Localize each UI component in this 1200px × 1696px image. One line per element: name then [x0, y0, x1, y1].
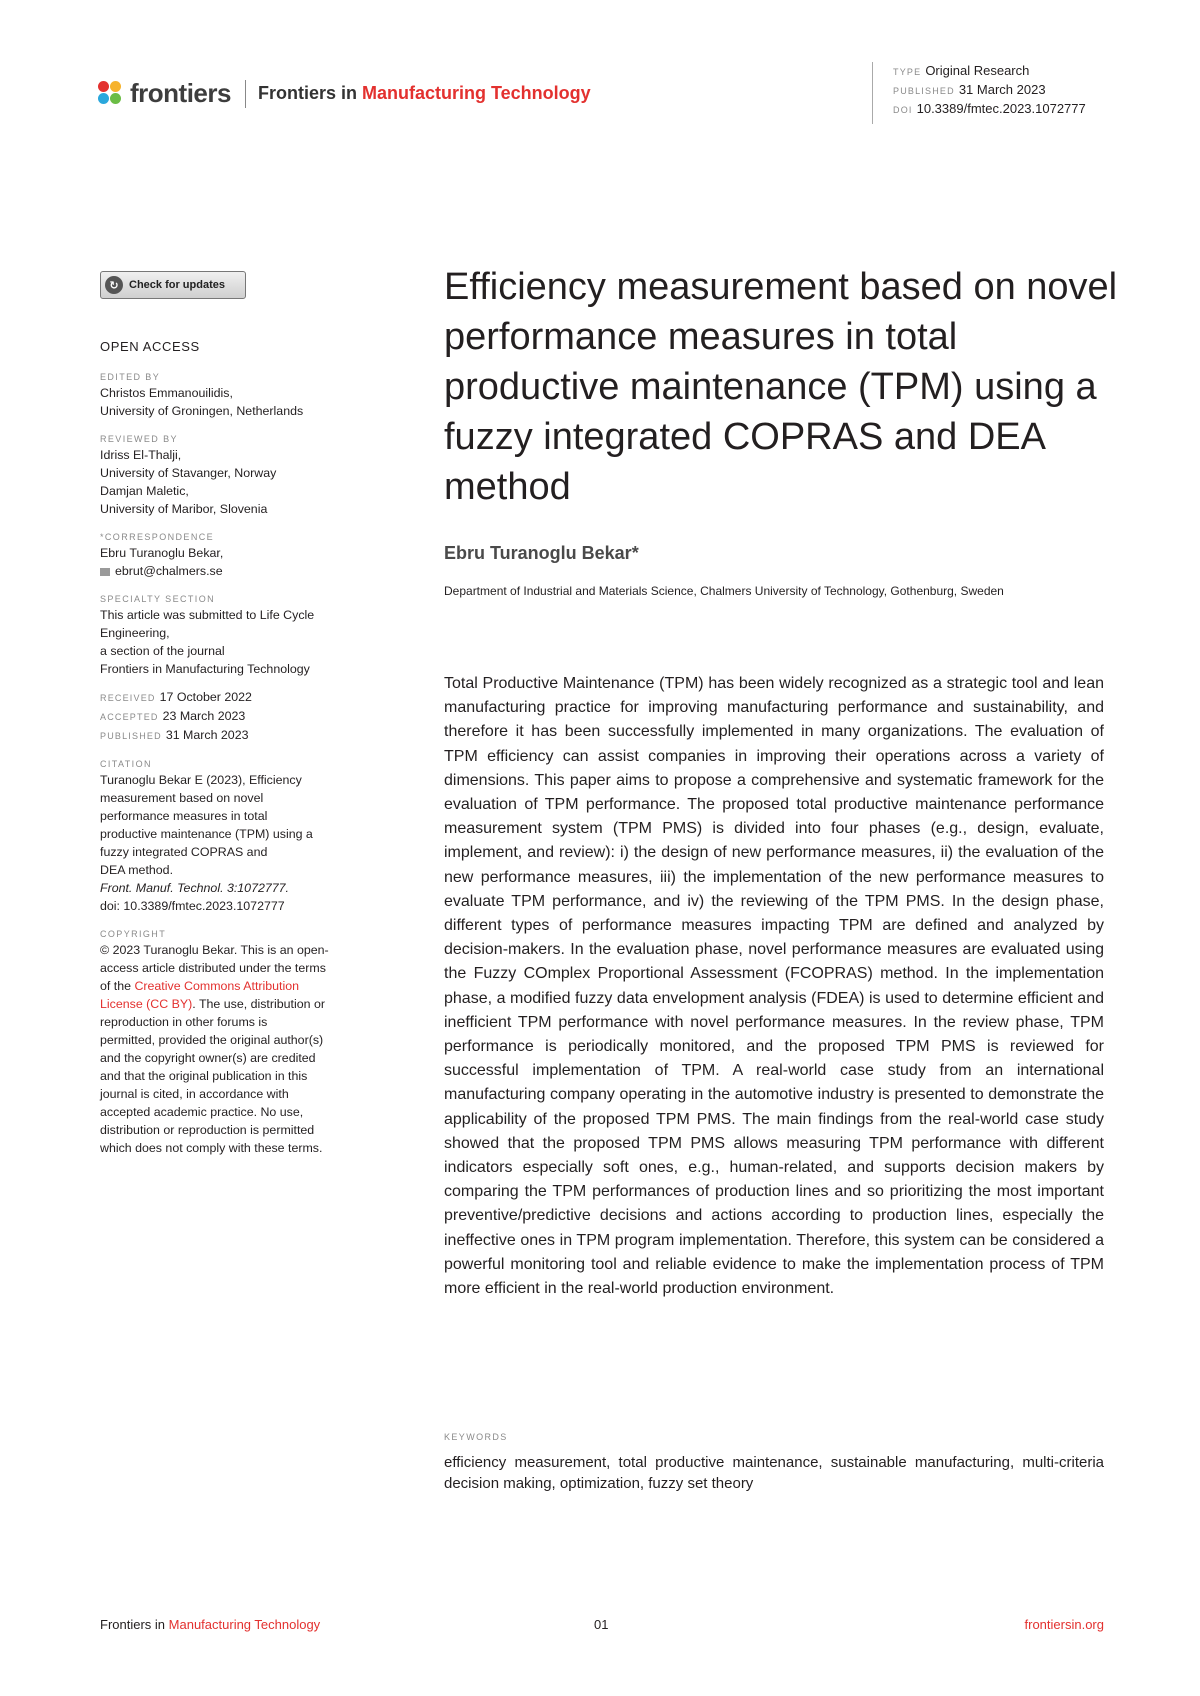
cc-by-link[interactable]: License (CC BY): [100, 997, 193, 1011]
journal-name[interactable]: [258, 83, 591, 104]
logo-separator: [245, 80, 246, 108]
edited-by-label: EDITED BY: [100, 372, 161, 382]
footer-site-link[interactable]: frontiersin.org: [1024, 1617, 1104, 1632]
frontiers-logo-icon: [98, 81, 124, 107]
sidebar: [100, 338, 370, 1157]
refresh-icon: ↻: [105, 276, 123, 294]
mail-icon: [100, 568, 110, 576]
copyright-label: COPYRIGHT: [100, 929, 167, 939]
meta-published: PUBLISHED 31 March 2023: [893, 82, 1046, 97]
article-meta: [872, 62, 1086, 124]
accepted-date: ACCEPTED 23 March 2023: [100, 709, 246, 723]
journal-prefix: Frontiers in: [257, 83, 357, 103]
article-title: Efficiency measurement based on novel performance measures in total productive maintenance (TPM) using a fuzzy integrated COPRAS and DEA method: [444, 266, 1118, 508]
frontiers-logo[interactable]: [98, 78, 591, 109]
citation: Turanoglu Bekar E (2023), Efficiency measurement based on novel performance measures in total productive maintenance (TPM) using a fuzzy integrated COPRAS and DEA method. Front. Manuf. Technol. 3:1072777. doi: 10.3389/fmtec.2023.1072777: [100, 773, 313, 913]
editor: Christos Emmanouilidis, University of Groningen, Netherlands: [100, 386, 304, 418]
reviewers: Idriss El-Thalji, University of Stavanger, Norway Damjan Maletic, University of Maribor, Slovenia: [100, 448, 277, 516]
check-updates-label: Check for updates: [129, 279, 225, 291]
keywords-label: KEYWORDS: [444, 1432, 508, 1442]
citation-label: CITATION: [100, 759, 152, 769]
correspondence: Ebru Turanoglu Bekar, ebrut@chalmers.se: [100, 544, 370, 580]
footer-journal[interactable]: Frontiers in Manufacturing Technology: [100, 1617, 321, 1632]
email-link[interactable]: ebrut@chalmers.se: [100, 562, 370, 580]
reviewed-by-label: REVIEWED BY: [100, 434, 178, 444]
author-name[interactable]: Ebru Turanoglu Bekar*: [444, 543, 639, 563]
check-for-updates-button[interactable]: [100, 271, 246, 299]
journal-title: Manufacturing Technology: [362, 83, 591, 103]
meta-doi[interactable]: DOI 10.3389/fmtec.2023.1072777: [893, 101, 1086, 116]
open-access-label: OPEN ACCESS: [100, 339, 200, 354]
meta-type: TYPE Original Research: [893, 63, 1030, 78]
specialty-section: This article was submitted to Life Cycle Engineering, a section of the journal Frontiers in Manufacturing Technology: [100, 608, 315, 676]
logo-wordmark: frontiers: [130, 78, 231, 108]
correspondence-label: *CORRESPONDENCE: [100, 532, 215, 542]
keywords: efficiency measurement, total productive maintenance, sustainable manufacturing, multi-criteria decision making, optimization, fuzzy set theory: [444, 1454, 1104, 1492]
article-dates: [100, 688, 370, 745]
page-number: 01: [594, 1617, 609, 1632]
received-date: RECEIVED 17 October 2022: [100, 690, 252, 704]
author-affiliation: Department of Industrial and Materials Science, Chalmers University of Technology, Gothenburg, Sweden: [444, 584, 1004, 598]
published-date: PUBLISHED 31 March 2023: [100, 728, 249, 742]
copyright: © 2023 Turanoglu Bekar. This is an open- access article distributed under the terms of the Creative Commons Attribution License (CC BY). The use, distribution or reproduction in other forums is permitted, provided the original author(s) and the copyright owner(s) are credited and that the original publication in this journal is cited, in accordance with accepted academic practice. No use, distribution or reproduction is permitted which does not comply with these terms.: [100, 943, 329, 1155]
specialty-section-label: SPECIALTY SECTION: [100, 594, 215, 604]
cc-license-link[interactable]: Creative Commons Attribution: [134, 979, 300, 993]
abstract: Total Productive Maintenance (TPM) has been widely recognized as a strategic tool and lean manufacturing practice for improving manufacturing performance and sustainability, and therefore it has been successfully implemented in many organizations. The evaluation of TPM efficiency can assist companies in improving their operations across a variety of dimensions. This paper aims to propose a comprehensive and systematic framework for the evaluation of TPM performance. The proposed total productive maintenance performance measurement system (TPM PMS) is divided into four phases (e.g., design, evaluate, implement, and review): i) the design of new performance measures, ii) the evaluation of the new performance measures, iii) the implementation of the new performance measures to evaluate TPM performance, and iv) the reviewing of the TPM PMS. In the design phase, different types of performance measures impacting TPM are defined and analyzed by decision-makers. In the evaluation phase, novel performance measures are evaluated using the Fuzzy COmplex Proportional Assessment (FCOPRAS) method. In the implementation phase, a modified fuzzy data envelopment analysis (FDEA) is used to determine efficient and inefficient TPM performance with novel performance measures. In the review phase, TPM performance is periodically monitored, and the proposed TPM PMS is reviewed for successful implementation of TPM. A real-world case study from an international manufacturing company operating in the automotive industry is presented to demonstrate the applicability of the proposed TPM PMS. The main findings from the real-world case study showed that the proposed TPM PMS allows measuring TPM performance with different indicators especially soft ones, e.g., human-related, and supports decision makers by comparing the TPM performances of production lines and so prioritizing the most important preventive/predictive decisions and actions according to production lines, especially the ineffective ones in TPM program implementation. Therefore, this system can be considered a powerful monitoring tool and reliable evidence to make the implementation process of TPM more efficient in the real-world production environment.: [444, 675, 1104, 1298]
